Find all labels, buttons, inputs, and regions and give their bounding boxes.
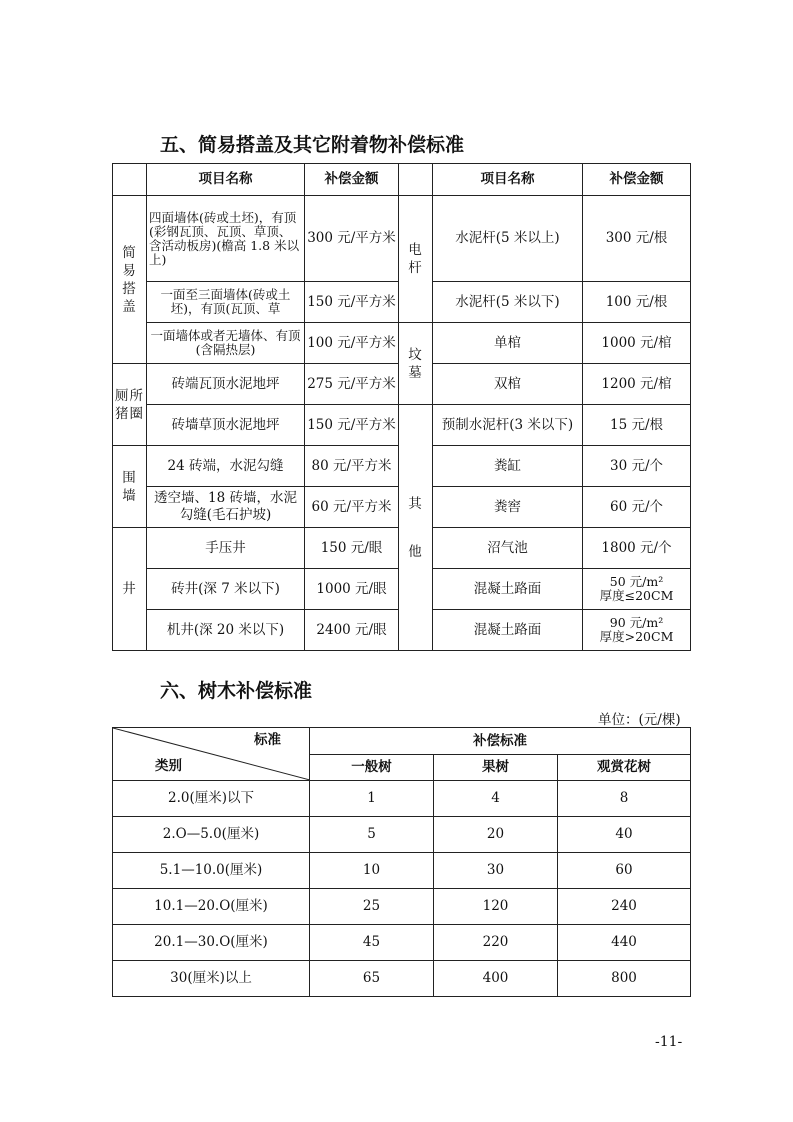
- item-name: 水泥杆(5 米以下): [433, 282, 583, 323]
- item-name: 一面墙体或者无墙体、有顶(含隔热层): [147, 323, 305, 364]
- row-value: 40: [558, 817, 691, 853]
- table-row: [113, 853, 691, 889]
- row-category: 2.0(厘米)以下: [113, 781, 310, 817]
- item-name: 水泥杆(5 米以上): [433, 196, 583, 282]
- item-amount: 300 元/平方米: [305, 196, 399, 282]
- group-other: 其 他: [399, 405, 433, 651]
- amount-price: 50 元/m²: [609, 574, 664, 589]
- page-number: -11-: [655, 1034, 683, 1050]
- section5-title: 五、简易搭盖及其它附着物补偿标准: [160, 134, 465, 156]
- table-row: [113, 817, 691, 853]
- item-name: 粪窖: [433, 487, 583, 528]
- header-left-amount: 补偿金额: [305, 164, 399, 196]
- item-amount: 1200 元/棺: [583, 364, 691, 405]
- diag-top-label: 标准: [254, 732, 281, 748]
- header-col-fruit: 果树: [434, 755, 558, 781]
- item-name: 粪缸: [433, 446, 583, 487]
- item-name: 沼气池: [433, 528, 583, 569]
- item-name: 混凝土路面: [433, 610, 583, 651]
- row-category: 2.O—5.0(厘米): [113, 817, 310, 853]
- group-well: 井: [113, 528, 147, 651]
- row-value: 120: [434, 889, 558, 925]
- item-amount: 60 元/平方米: [305, 487, 399, 528]
- header-left-name: 项目名称: [147, 164, 305, 196]
- row-value: 4: [434, 781, 558, 817]
- item-name: 四面墙体(砖或土坯)，有顶(彩钢瓦顶、瓦顶、草顶、含活动板房)(檐高 1.8 米以上): [147, 196, 305, 282]
- row-value: 1: [310, 781, 434, 817]
- group-pole: 电 杆: [399, 196, 433, 323]
- structure-compensation-table: [112, 163, 691, 651]
- item-name: 机井(深 20 米以下): [147, 610, 305, 651]
- row-value: 45: [310, 925, 434, 961]
- item-amount: 1000 元/棺: [583, 323, 691, 364]
- table-row: [113, 925, 691, 961]
- item-name: 手压井: [147, 528, 305, 569]
- item-amount: 1000 元/眼: [305, 569, 399, 610]
- corner-cell: [113, 164, 147, 196]
- row-category: 30(厘米)以上: [113, 961, 310, 997]
- row-category: 5.1—10.0(厘米): [113, 853, 310, 889]
- row-value: 30: [434, 853, 558, 889]
- row-value: 10: [310, 853, 434, 889]
- unit-label: 单位：(元/棵): [598, 712, 681, 728]
- group-wall: 围 墙: [113, 446, 147, 528]
- item-amount: 80 元/平方米: [305, 446, 399, 487]
- item-name: 透空墙、18 砖墙，水泥勾缝(毛石护坡): [147, 487, 305, 528]
- item-amount: 150 元/平方米: [305, 282, 399, 323]
- item-amount: 100 元/根: [583, 282, 691, 323]
- item-name: 24 砖端，水泥勾缝: [147, 446, 305, 487]
- amount-condition: 厚度>20CM: [599, 629, 674, 644]
- diagonal-header: [113, 728, 310, 781]
- table-row: [113, 889, 691, 925]
- item-amount: 100 元/平方米: [305, 323, 399, 364]
- item-amount: 150 元/眼: [305, 528, 399, 569]
- row-value: 8: [558, 781, 691, 817]
- header-col-general: 一般树: [310, 755, 434, 781]
- amount-condition: 厚度≤20CM: [599, 588, 674, 603]
- section6-title: 六、树木补偿标准: [160, 680, 313, 702]
- row-category: 20.1—30.O(厘米): [113, 925, 310, 961]
- item-name: 砖井(深 7 米以下): [147, 569, 305, 610]
- row-value: 800: [558, 961, 691, 997]
- item-name: 单棺: [433, 323, 583, 364]
- row-value: 60: [558, 853, 691, 889]
- group-toilet-pigpen: 厕所 猪圈: [113, 364, 147, 446]
- item-name: 一面至三面墙体(砖或土坯)，有顶(瓦顶、草: [147, 282, 305, 323]
- header-col-ornamental: 观赏花树: [558, 755, 691, 781]
- row-value: 65: [310, 961, 434, 997]
- item-name: 混凝土路面: [433, 569, 583, 610]
- row-value: 20: [434, 817, 558, 853]
- item-name: 砖墙草顶水泥地坪: [147, 405, 305, 446]
- corner-cell-right: [399, 164, 433, 196]
- row-category: 10.1—20.O(厘米): [113, 889, 310, 925]
- header-right-name: 项目名称: [433, 164, 583, 196]
- header-group: 补偿标准: [310, 728, 691, 755]
- item-amount: 2400 元/眼: [305, 610, 399, 651]
- diag-bottom-label: 类别: [155, 758, 182, 774]
- item-amount: 15 元/根: [583, 405, 691, 446]
- row-value: 440: [558, 925, 691, 961]
- row-value: 400: [434, 961, 558, 997]
- row-value: 240: [558, 889, 691, 925]
- group-grave: 坟 墓: [399, 323, 433, 405]
- table-row: [113, 961, 691, 997]
- item-amount: 60 元/个: [583, 487, 691, 528]
- row-value: 25: [310, 889, 434, 925]
- item-name: 预制水泥杆(3 米以下): [433, 405, 583, 446]
- header-right-amount: 补偿金额: [583, 164, 691, 196]
- group-simple-shelter: 简 易 搭 盖: [113, 196, 147, 364]
- item-amount: 275 元/平方米: [305, 364, 399, 405]
- row-value: 5: [310, 817, 434, 853]
- item-name: 双棺: [433, 364, 583, 405]
- tree-compensation-table: [112, 727, 691, 997]
- item-amount: 150 元/平方米: [305, 405, 399, 446]
- amount-price: 90 元/m²: [609, 615, 664, 630]
- item-amount: 30 元/个: [583, 446, 691, 487]
- item-amount: [583, 610, 691, 651]
- item-amount: [583, 569, 691, 610]
- item-amount: 300 元/根: [583, 196, 691, 282]
- item-name: 砖端瓦顶水泥地坪: [147, 364, 305, 405]
- table-row: [113, 781, 691, 817]
- item-amount: 1800 元/个: [583, 528, 691, 569]
- row-value: 220: [434, 925, 558, 961]
